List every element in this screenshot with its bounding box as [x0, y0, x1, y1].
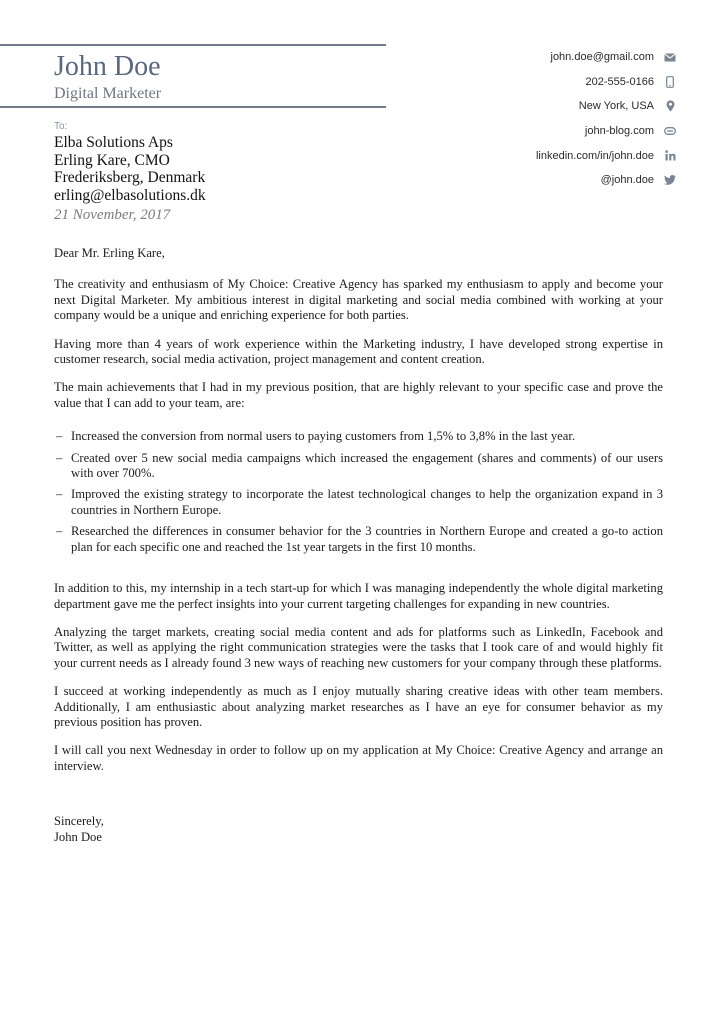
phone-icon — [664, 76, 676, 88]
to-label: To: — [54, 121, 68, 132]
contact-website[interactable] — [416, 119, 676, 144]
contact-email[interactable] — [416, 45, 676, 70]
contact-location-text: New York, USA — [578, 100, 654, 113]
header-rule-top — [0, 44, 386, 46]
header-rule-bottom — [0, 106, 386, 108]
envelope-icon — [664, 51, 676, 63]
location-pin-icon — [664, 100, 676, 112]
twitter-icon — [664, 174, 676, 186]
dash-bullet: – — [56, 450, 63, 465]
contact-phone[interactable] — [416, 70, 676, 95]
paragraph-target-markets: Analyzing the target markets, creating social media content and ads for platforms such as LinkedIn, Facebook and Twitter, as well as applying the right communication strategies were the tasks that I took care of and would highly fit your current needs as I already found 3 new ways of reaching new customers for your company through these platforms. — [54, 624, 663, 670]
recipient-block — [54, 120, 384, 224]
letter-body — [54, 246, 663, 845]
paragraph-achievements-intro: The main achievements that I had in my previous position, that are highly relevant to your specific case and prove the value that I can add to your team, are: — [54, 380, 663, 410]
contact-list — [416, 45, 676, 193]
closing-text: Sincerely, — [54, 814, 104, 829]
recipient-location: Frederiksberg, Denmark — [54, 169, 206, 186]
dash-bullet: – — [56, 487, 63, 502]
recipient-person: Erling Kare, CMO — [54, 151, 170, 169]
list-item — [54, 524, 663, 555]
link-icon — [664, 125, 676, 137]
closing-block — [54, 814, 663, 845]
contact-linkedin-text[interactable]: linkedin.com/in/john.doe — [535, 149, 654, 162]
list-item — [54, 451, 663, 482]
paragraph-internship: In addition to this, my internship in a tech start-up for which I was managing independently the whole digital marketing department gave me the perfect insights into your current targeting challenges for expanding in new countries. — [54, 581, 663, 611]
list-item-text: Created over 5 new social media campaigns which increased the engagement (shares and comments) of our users with over 700%. — [71, 450, 663, 481]
paragraph-intro: The creativity and enthusiasm of My Choice: Creative Agency has sparked my enthusiasm to apply and become your next Digital Marketer. My ambitious interest in digital marketing and social media combined with working at your company would be a unique and enriching experience for both parties. — [54, 277, 663, 323]
greeting: Dear Mr. Erling Kare, — [54, 246, 165, 260]
dash-bullet: – — [56, 524, 63, 539]
contact-twitter[interactable] — [416, 168, 676, 193]
letter-date: 21 November, 2017 — [54, 207, 171, 223]
dash-bullet: – — [56, 429, 63, 444]
contact-linkedin[interactable] — [416, 143, 676, 168]
recipient-company: Elba Solutions Aps — [54, 134, 173, 151]
list-item-text: Improved the existing strategy to incorporate the latest technological changes to help the organization expand in 3 countries in Northern Europe. — [71, 487, 663, 517]
contact-email-text[interactable]: john.doe@gmail.com — [550, 51, 654, 64]
recipient-email[interactable]: erling@elbasolutions.dk — [54, 186, 206, 204]
list-item — [54, 487, 663, 518]
contact-website-text[interactable]: john-blog.com — [584, 125, 654, 138]
list-item — [54, 429, 663, 444]
achievements-list — [54, 429, 663, 555]
paragraph-follow-up: I will call you next Wednesday in order to follow up on my application at My Choice: Creative Agency and arrange an interview. — [54, 743, 663, 773]
list-item-text: Researched the differences in consumer behavior for the 3 countries in Northern Europe and created a go-to action plan for each specific one and reached the 1st year targets in the first 10 months. — [71, 524, 663, 554]
signature-name: John Doe — [54, 829, 102, 844]
contact-twitter-text[interactable]: @john.doe — [600, 174, 654, 187]
contact-location — [416, 94, 676, 119]
contact-phone-text[interactable]: 202-555-0166 — [585, 75, 654, 88]
paragraph-experience: Having more than 4 years of work experience within the Marketing industry, I have developed strong expertise in customer research, social media activation, project management and content creation. — [54, 336, 663, 367]
linkedin-icon — [664, 150, 676, 162]
paragraph-teamwork: I succeed at working independently as much as I enjoy mutually sharing creative ideas with other team members. Additionally, I am enthusiastic about analyzing market researches as I have an eye for consumer behavior as my previous position has proven. — [54, 684, 663, 729]
applicant-title: Digital Marketer — [54, 85, 162, 102]
list-item-text: Increased the conversion from normal users to paying customers from 1,5% to 3,8% in the last year. — [71, 429, 575, 444]
applicant-name: John Doe — [54, 51, 161, 82]
